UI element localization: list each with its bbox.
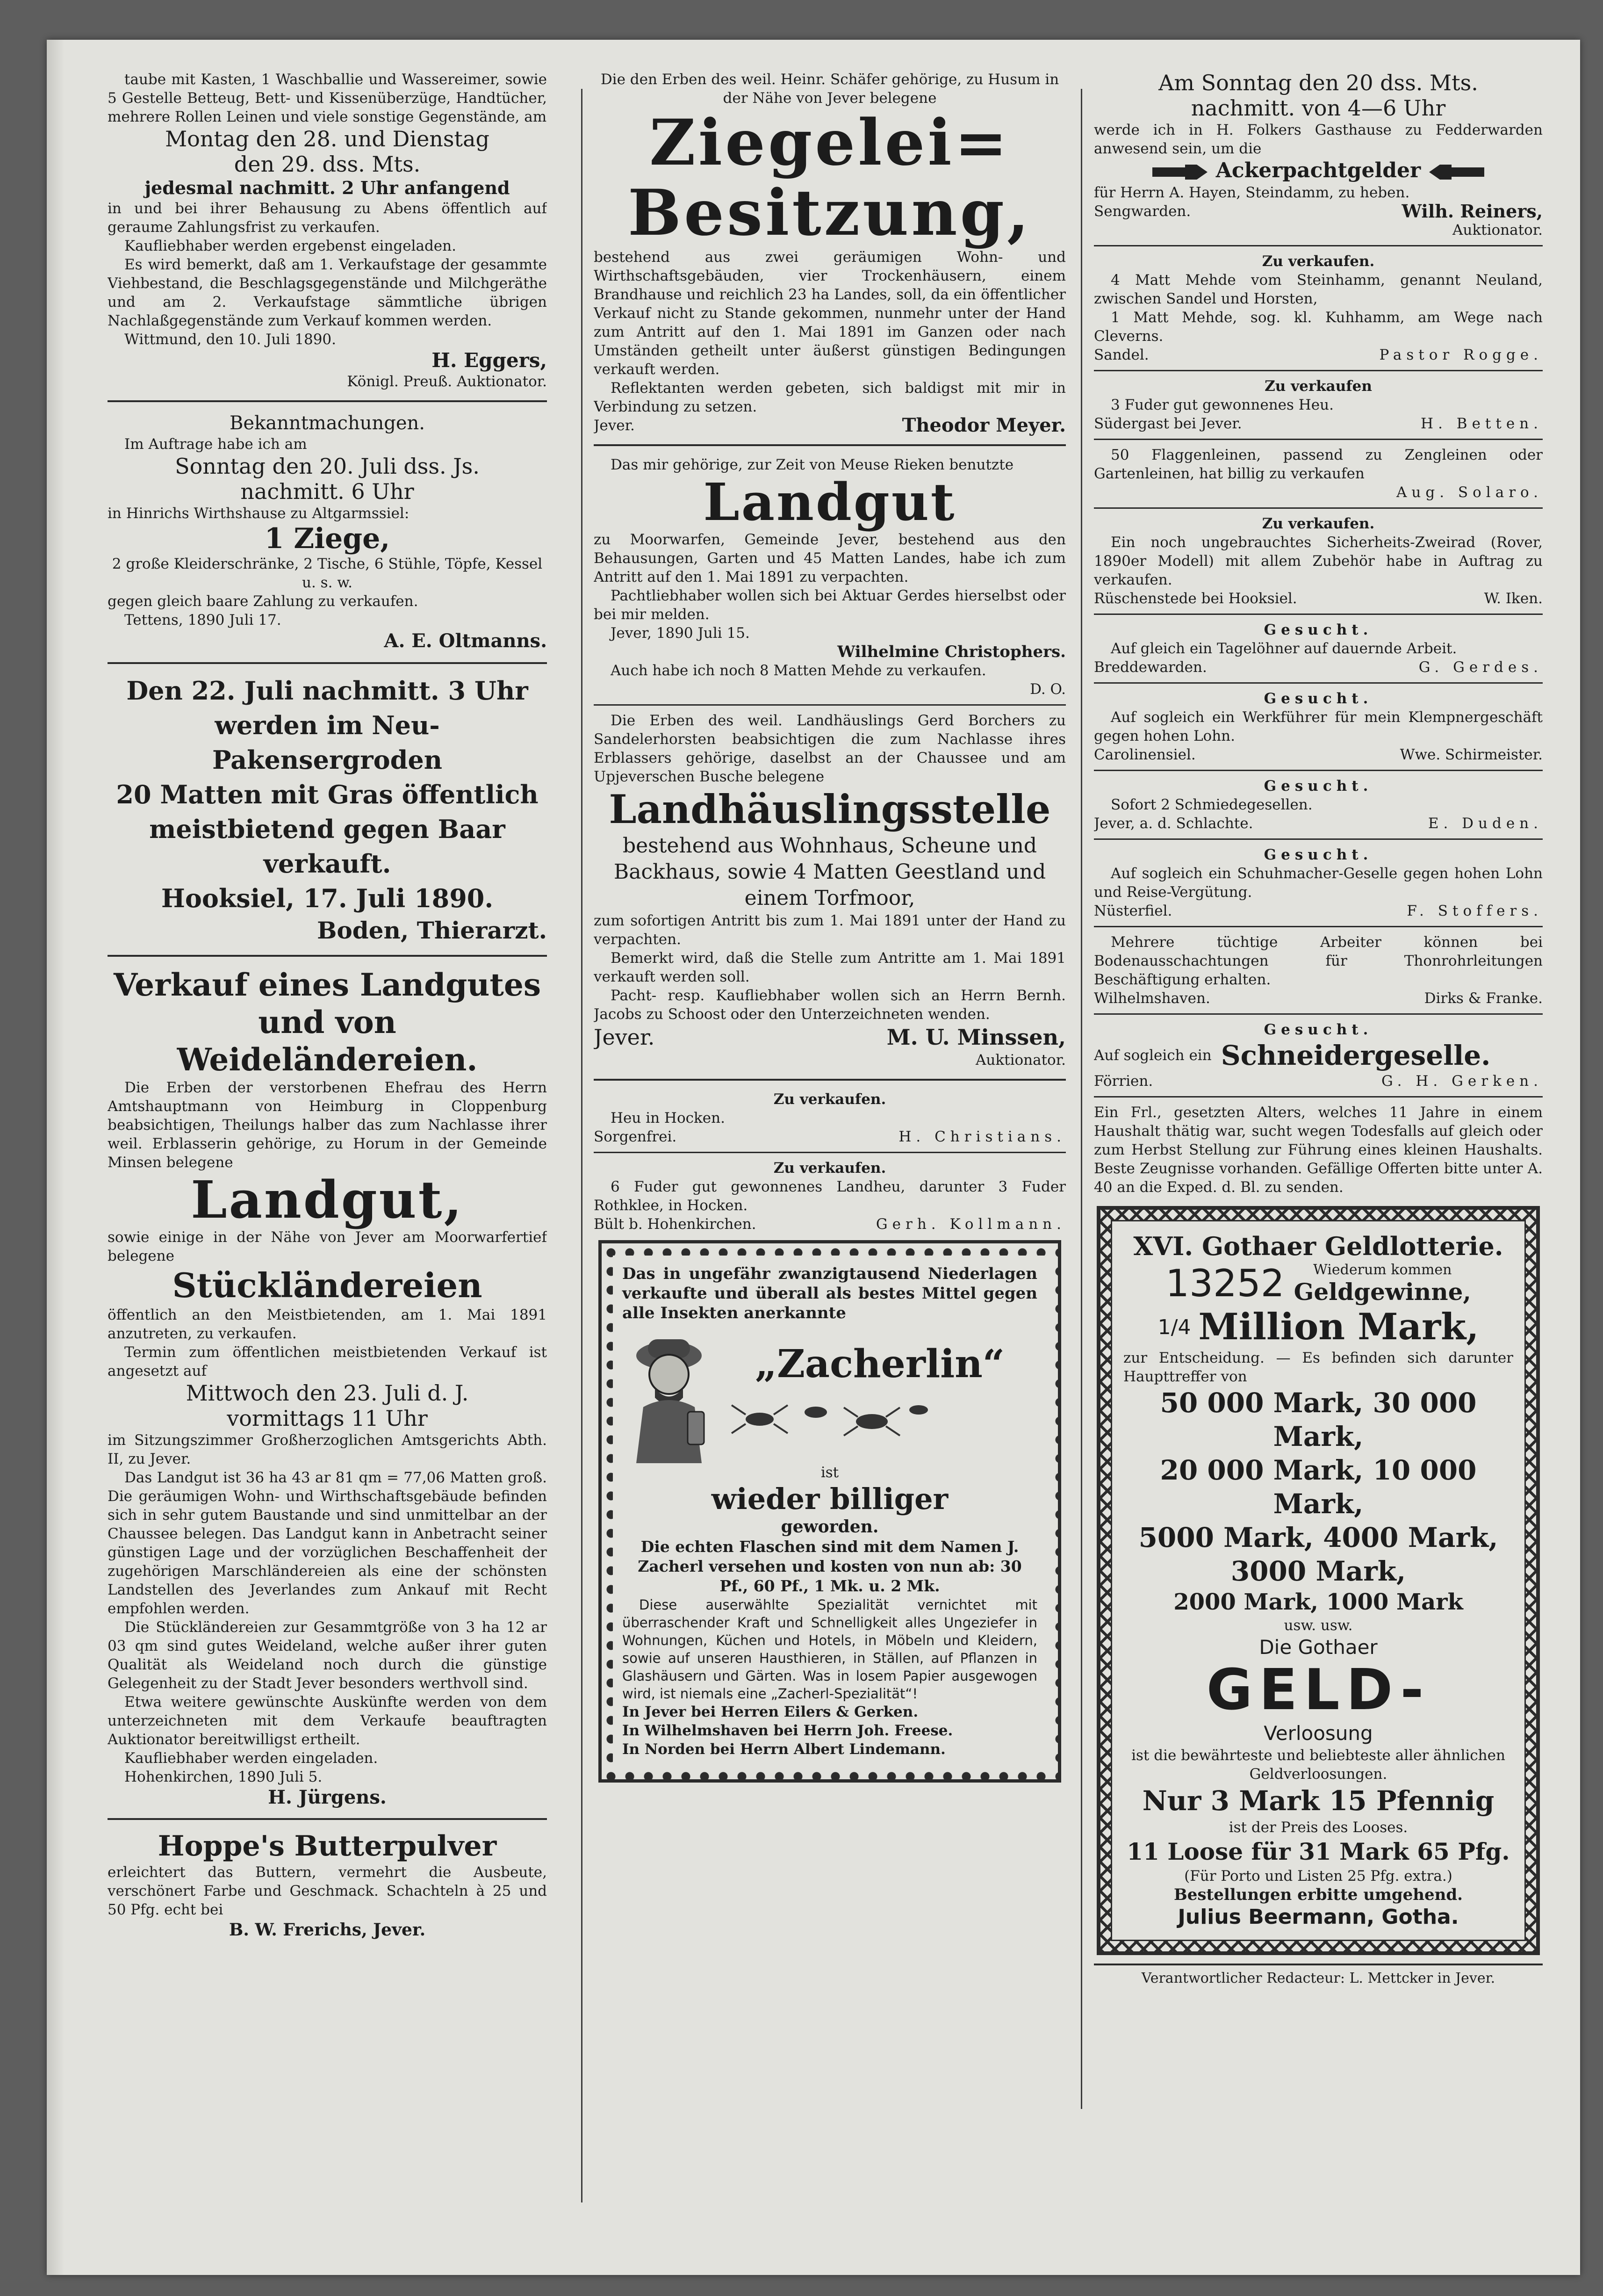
ad-signer-title: Auktionator. [1452,222,1543,238]
notice-oltmanns [108,412,547,653]
column-left [108,70,547,2207]
ad-heading: Zu verkaufen. [1262,515,1375,532]
ad-time-line: vormittags 11 Uhr [227,1406,428,1431]
ad-heading: Gesucht. [1264,778,1373,794]
zacherlin-ad [613,1256,1047,1767]
ad-signer: Wilhelmine Christophers. [837,643,1066,661]
lottery-usw: usw. usw. [1284,1617,1353,1634]
ad-body: in und bei ihrer Behausung zu Abens öffentlich auf geraume Zahlungsfrist zu verkaufen. [108,200,547,236]
ad-schneidergeselle [1094,1020,1543,1090]
divider [594,704,1066,706]
ad-body: Auf gleich ein Tagelöhner auf dauernde Arbeit. [1111,640,1457,657]
ad-line: Den 22. Juli nachmitt. 3 Uhr [126,676,528,706]
ad-signer: F. Stoffers. [1407,903,1543,919]
ad-body: Mehrere tüchtige Arbeiter können bei Bodenausschachtungen für Thonrohrleitungen Beschäftigung erhalten. [1094,934,1543,988]
ad-body: 4 Matt Mehde vom Steinhamm, genannt Neuland, zwischen Sandel und Horsten, [1094,272,1543,307]
ad-signer: G. Gerdes. [1418,659,1543,676]
ad-signer: Gerh. Kollmann. [876,1216,1066,1233]
column-rule [1081,89,1082,2109]
ad-date-line: Mittwoch den 23. Juli d. J. [186,1380,469,1406]
lottery-geld: GELD- [1206,1658,1430,1723]
divider [594,1079,1066,1081]
ad-signature-row [1094,745,1543,764]
ad-signer: Wilh. Reiners, [1402,201,1543,222]
lottery-count-sub2: Geldgewinne, [1294,1278,1471,1306]
ad-signer: W. Iken. [1484,590,1543,607]
divider [1094,245,1543,246]
ad-place-date: Hooksiel, 17. Juli 1890. [161,883,494,913]
ad-location: im Sitzungszimmer Großherzoglichen Amtsgerichts Abth. II, zu Jever. [108,1432,547,1467]
lottery-prizes: 5000 Mark, 4000 Mark, [1138,1522,1498,1553]
lottery-count-row [1123,1262,1513,1306]
divider [1094,838,1543,840]
ad-place: Förrien. [1094,1073,1153,1090]
ad-geworden: geworden. [781,1517,879,1537]
ad-body: Bemerkt wird, daß die Stelle zum Antritte am 1. Mai 1891 verkauft werden soll. [594,950,1066,985]
ad-slogan: wieder billiger [711,1482,949,1516]
column-middle [594,70,1066,2207]
ad-place: Sandel. [1094,347,1149,363]
lottery-price-sub: ist der Preis des Looses. [1229,1819,1408,1836]
ad-date-line: Montag den 28. und Dienstag [165,126,489,152]
ad-title: Hoppe's Butterpulver [158,1830,497,1863]
lottery-seller: Julius Beermann, Gotha. [1178,1905,1459,1929]
notice-boden [108,673,547,946]
ad-body: 3 Fuder gut gewonnenes Heu. [1111,397,1334,413]
ad-title: Stückländereien [172,1265,482,1305]
ad-signer: G. H. Gerken. [1381,1073,1543,1090]
ad-place-date: Wittmund, den 10. Juli 1890. [124,331,337,348]
divider [108,1818,547,1820]
ad-body: Reflektanten werden gebeten, sich baldigst mit mir in Verbindung zu setzen. [594,380,1066,415]
ad-gesucht-gerdes [1094,621,1543,677]
ad-ackerpacht [1094,70,1543,239]
ad-items: 2 große Kleiderschränke, 2 Tische, 6 Stühle, Töpfe, Kessel u. s. w. [112,556,543,591]
page-binding [47,40,65,2275]
divider [108,400,547,402]
ad-heading: Zu verkaufen. [1262,253,1375,270]
ad-zweirad [1094,514,1543,608]
ad-signer: H. Jürgens. [268,1786,387,1808]
ad-desc: Die Stückländereien zur Gesammtgröße von 3 ha 12 ar 03 qm sind gutes Weideland, welche außer ihrer guten Qualität als Weideland noch durch die günstige Gelegenheit zu der Stadt Jever besonders werthvoll sind. [108,1619,547,1692]
ad-item-title: 1 Ziege, [264,522,390,555]
ad-arbeiter-dirks [1094,933,1543,1008]
ad-place: Nüsterfiel. [1094,903,1172,919]
ad-bottles: Die echten Flaschen sind mit dem Namen J. Zacherl versehen und kosten von nun ab: 30 Pf., 60 Pf., 1 Mk. u. 2 Mk. [638,1538,1022,1595]
ad-signer: H. Eggers, [431,349,547,372]
ad-frl-stellung [1094,1103,1543,1197]
ad-gesucht-stoffers [1094,845,1543,920]
ad-place: Carolinensiel. [1094,746,1196,763]
ad-signature-row [1094,346,1543,364]
ad-intro: Das in ungefähr zwanzigtausend Niederlagen verkaufte und überall als bestes Mittel gegen alle Insekten anerkannte [622,1264,1037,1322]
ad-title: Schneidergeselle. [1221,1040,1491,1071]
editor-footer: Verantwortlicher Redacteur: L. Mettcker in Jever. [1141,1970,1495,1986]
ad-signer: Boden, Thierarzt. [317,917,547,944]
ad-place: Wilhelmshaven. [1094,990,1210,1007]
ad-signer-title: Auktionator. [975,1052,1066,1069]
ad-signer: E. Duden. [1428,815,1543,832]
ad-intro: Im Auftrage habe ich am [124,436,307,453]
ad-signer-title: Königl. Preuß. Auktionator. [347,373,547,390]
ad-mehde-rogge [1094,252,1543,364]
zacherlin-illustration-row [622,1323,1037,1463]
ad-signer: Aug. Solaro. [1396,484,1543,501]
ad-signature-row [594,1127,1066,1146]
ad-signer: Theodor Meyer. [902,414,1066,436]
ad-body: zum sofortigen Antritt bis zum 1. Mai 1891 unter der Hand zu verpachten. [594,912,1066,948]
lottery-orders: Bestellungen erbitte umgehend. [1174,1885,1463,1904]
lottery-prizes: 3000 Mark, [1230,1555,1406,1587]
ad-place-date: Tettens, 1890 Juli 17. [124,612,281,628]
ad-intro: Die den Erben des weil. Heinr. Schäfer gehörige, zu Husum in der Nähe von Jever belegene [600,71,1059,107]
ad-title: Ackerpachtgelder [1215,159,1421,182]
auction-notice-eggers [108,70,547,391]
ad-gesucht-duden [1094,777,1543,833]
lottery-price: Nur 3 Mark 15 Pfennig [1142,1785,1495,1817]
divider [1094,614,1543,615]
ad-body: werde ich in H. Folkers Gasthause zu Fedderwarden anwesend sein, um die [1094,122,1543,157]
ad-place: Breddewarden. [1094,659,1207,676]
lottery-decision: zur Entscheidung. — Es befinden sich darunter Haupttreffer von [1123,1350,1513,1385]
ad-heading: Zu verkaufen. [773,1091,886,1108]
ad-note: Auch habe ich noch 8 Matten Mehde zu verkaufen. [611,662,986,679]
ad-body: Ein noch ungebrauchtes Sicherheits-Zweirad (Rover, 1890er Modell) mit allem Zubehör habe in Auftrag zu verkaufen. [1094,534,1543,588]
ad-seller: In Norden bei Herrn Albert Lindemann. [622,1741,946,1758]
ad-heading: Zu verkaufen [1265,378,1372,395]
ad-signature-row [1094,989,1543,1008]
ad-butterpulver [108,1829,547,1941]
ad-title: Ziegelei= [649,105,1010,180]
ad-date-line: Am Sonntag den 20 dss. Mts. [1158,70,1478,95]
ad-terms: gegen gleich baare Zahlung zu verkaufen. [108,593,418,610]
lottery-count-sub [1294,1262,1471,1306]
ad-place-date: Jever, 1890 Juli 15. [611,625,750,642]
ad-invite: Kaufliebhaber werden eingeladen. [124,1750,378,1767]
lottery-count: 13252 [1165,1262,1285,1305]
lottery-prizes: 50 000 Mark, 30 000 Mark, [1160,1387,1477,1452]
ad-invite: Kaufliebhaber werden ergebenst eingeladen. [124,238,456,254]
ad-landgut-christophers [594,455,1066,699]
ad-signer: H. Christians. [899,1128,1066,1145]
ad-heading: und von Weideländereien. [177,1004,478,1078]
ad-place: Bült b. Hohenkirchen. [594,1216,756,1233]
ad-ist: ist [820,1464,839,1481]
ad-place: Sorgenfrei. [594,1128,677,1145]
ad-signature-row [594,416,1066,435]
ad-signer: M. U. Minssen, [886,1025,1066,1050]
ad-lead-text: taube mit Kasten, 1 Waschballie und Wassereimer, sowie 5 Gestelle Betteug, Bett- und Kissenüberzüge, Handtücher, mehrere Rollen Leinen und viele sonstige Gegenstände, am [108,71,547,125]
lottery-million-row [1123,1306,1513,1349]
zacherlin-ad-frame [598,1240,1061,1783]
lottery-million: Million Mark, [1198,1306,1479,1348]
ad-signature-row [1094,814,1543,833]
ad-terms: öffentlich an den Meistbietenden, am 1. Mai 1891 anzutreten, zu verkaufen. [108,1307,547,1342]
ad-line: werden im Neu-Pakensergroden [212,710,442,775]
ad-body: Ein Frl., gesetzten Alters, welches 11 Jahre in einem Haushalt thätig war, sucht wegen Todesfalls auf gleich oder zum Herbst Stellung zur Führung eines kleinen Haushalts. Beste Zeugnisse vorhanden. Gefällige Offerten bitte unter A. 40 an die Exped. d. Bl. zu senden. [1094,1104,1543,1196]
lottery-prizes: 20 000 Mark, 10 000 Mark, [1160,1454,1477,1520]
ad-body: 50 Flaggenleinen, passend zu Zengleinen oder Gartenleinen, hat billig zu verkaufen [1094,447,1543,482]
ad-line: 20 Matten mit Gras öffentlich [116,780,539,809]
ad-body: Auf sogleich ein Werkführer für mein Klempnergeschäft gegen hohen Lohn. [1094,709,1543,744]
ad-place: Jever, a. d. Schlachte. [1094,815,1253,832]
ad-heading: Gesucht. [1264,690,1373,707]
ad-gesucht-schirmeister [1094,689,1543,764]
ad-signer: Wwe. Schirmeister. [1400,746,1543,763]
ad-signature-row [1094,658,1543,677]
divider [1094,1096,1543,1097]
ad-heading: Verkauf eines Landgutes [113,967,541,1003]
ad-signature-row [1094,902,1543,920]
ad-title: Landhäuslingsstelle [609,786,1051,832]
lottery-count-sub1: Wiederum kommen [1313,1262,1452,1278]
divider [1094,770,1543,771]
ad-landhaeuslingsstelle [594,711,1066,1069]
ad-title: Besitzung, [627,175,1032,250]
ad-body: Sofort 2 Schmiedegesellen. [1111,796,1313,813]
lottery-bulk: 11 Loose für 31 Mark 65 Pfg. [1127,1838,1510,1865]
ad-signer: Dirks & Franke. [1424,990,1543,1007]
divider [1094,1013,1543,1015]
ad-title-row [1094,158,1543,183]
ad-heading: Gesucht. [1264,621,1373,638]
ad-place: Jever. [594,417,635,434]
column-right [1094,70,1543,2202]
ad-desc: Etwa weitere gewünschte Auskünfte werden von dem unterzeichneten mit dem Verkaufe beauftragten Auktionator bereitwilligst ertheilt. [108,1694,547,1748]
ad-seller: In Jever bei Herren Eilers & Gerken. [622,1704,919,1720]
ad-signature-row [1094,1072,1543,1090]
ad-body: Heu in Hocken. [611,1110,725,1126]
ad-seller: In Wilhelmshaven bei Herrn Joh. Freese. [622,1722,953,1739]
lottery-prizes: 2000 Mark, 1000 Mark [1173,1589,1463,1615]
ad-intro: Die Erben der verstorbenen Ehefrau des Herrn Amtshauptmann von Heimburg in Cloppenburg beabsichtigen, Theilungs halber das zum Nachlasse ihrer weil. Erblasserin gehörige, zu Horum in der Gemeinde Minsen belegene [108,1079,547,1171]
ad-title: „Zacherlin“ [755,1342,1005,1386]
ad-body: erleichtert das Buttern, vermehrt die Ausbeute, verschönert Farbe und Geschmack. Schachteln à 25 und 50 Pfg. echt bei [108,1864,547,1918]
ad-heading: Bekanntmachungen. [230,412,425,434]
ad-signer: Pastor Rogge. [1379,347,1543,363]
ad-place: in Hinrichs Wirthshause zu Altgarmssiel: [108,505,410,522]
ad-place: Südergast bei Jever. [1094,415,1242,432]
ad-landheu-kollmann [594,1159,1066,1234]
ad-intro: Die Erben des weil. Landhäuslings Gerd Borchers zu Sandelerhorsten beabsichtigen die zum Nachlasse ihres Erblassers gehörige, daselbst an der Chaussee und am Upjeverschen Busche belegene [594,712,1066,785]
divider [594,444,1066,446]
divider [1094,682,1543,684]
lottery-die-gothaer: Die Gothaer [1259,1636,1378,1659]
divider [1094,926,1543,927]
ad-date-line: Sonntag den 20. Juli dss. Js. [175,454,480,479]
divider [594,1152,1066,1153]
lottery-ad [1111,1220,1526,1941]
pointing-hand-right-icon [1152,163,1208,181]
ad-signer: H. Betten. [1421,415,1543,432]
divider [108,662,547,664]
pointing-hand-left-icon [1428,163,1484,181]
ad-signature-row [594,1215,1066,1234]
ad-heading: Gesucht. [1264,1021,1373,1038]
ad-termin: Termin zum öffentlichen meistbietenden Verkauf ist angesetzt auf [108,1344,547,1379]
ad-body: für Herrn A. Hayen, Steindamm, zu heben. [1094,184,1410,201]
notice-juergens [108,966,547,1809]
ad-title: Landgut, [191,1170,464,1230]
ad-signature-row [1094,589,1543,608]
zacherlin-figure-illustration [622,1323,716,1463]
lottery-postage: (Für Porto und Listen 25 Pfg. extra.) [1184,1868,1452,1884]
ad-time-line: nachmitt. von 4—6 Uhr [1191,95,1446,121]
ad-body: 6 Fuder gut gewonnenes Landheu, darunter 3 Fuder Rothklee, in Hocken. [594,1178,1066,1214]
insects-illustration [722,1386,947,1443]
ad-place: Sengwarden. [1094,203,1191,220]
ad-sub: bestehend aus Wohnhaus, Scheune und Backhaus, sowie 4 Matten Geestland und einem Torfmoor, [613,834,1046,910]
ad-intro: Das mir gehörige, zur Zeit von Meuse Rieken benutzte [611,456,1014,473]
ad-desc: Diese auserwählte Spezialität vernichtet mit überraschender Kraft und Schnelligkeit alles Ungeziefer in Wohnungen, Küchen und Hotels, in Möbeln und Kleidern, sowie auf unseren Hausthieren, in Ställen, auf Pflanzen in Glashäusern und Gärten. Was in losem Papier ausgewogen wird, ist niemals eine „Zacherl-Spezialität“! [622,1597,1037,1702]
lottery-verloosung: Verloosung [1264,1722,1373,1745]
ad-place-date: Hohenkirchen, 1890 Juli 5. [124,1769,323,1785]
ad-body: Auf sogleich ein Schuhmacher-Geselle gegen hohen Lohn und Reise-Vergütung. [1094,865,1543,901]
ad-body: Pacht- resp. Kaufliebhaber wollen sich an Herrn Bernh. Jacobs zu Schoost oder den Unterzeichneten wenden. [594,987,1066,1023]
ad-signature-row [594,1024,1066,1051]
lottery-fraction: 1/4 [1157,1315,1191,1339]
ad-time-line: nachmitt. 6 Uhr [240,479,414,504]
ad-body: Pachtliebhaber wollen sich bei Aktuar Gerdes hierselbst oder bei mir melden. [594,587,1066,623]
ad-heu-christians [594,1090,1066,1146]
lottery-desc: ist die bewährteste und beliebteste aller ähnlichen Geldverloosungen. [1131,1747,1505,1783]
ad-heading: Gesucht. [1264,846,1373,863]
ad-title-row [1094,1039,1543,1072]
ad-signature-row [1094,414,1543,433]
ad-pre: Auf sogleich ein [1094,1047,1212,1064]
divider [1094,439,1543,440]
divider [1094,507,1543,509]
divider [108,955,547,957]
ad-body: bestehend aus zwei geräumigen Wohn- und Wirthschaftsgebäuden, vier Trockenhäusern, einem Brandhause und reichlich 23 ha Landes, soll, da ein öffentlicher Verkauf nicht zu Stande gekommen, nunmehr unter der Hand zum Antritt auf den 1. Mai 1891 im Ganzen oder nach Umständen getheilt unter äußerst günstigen Bedingungen verkauft werden. [594,249,1066,378]
ad-note: Es wird bemerkt, daß am 1. Verkaufstage der gesammte Viehbestand, die Beschlagsgegenstände und Milchgeräthe und am 2. Verkaufstage sämmtliche übrigen Nachlaßgegenstände zum Verkauf kommen werden. [108,256,547,329]
ad-signer: A. E. Oltmanns. [384,630,547,652]
ad-sub: sowie einige in der Nähe von Jever am Moorwarfertief belegene [108,1229,547,1264]
ad-flaggenleinen [1094,446,1543,502]
ad-title: Landgut [703,472,956,532]
lottery-ad-frame [1097,1206,1540,1955]
ad-place: Rüschenstede bei Hooksiel. [1094,590,1297,607]
ad-place: Jever. [594,1025,655,1050]
ad-note-sign: D. O. [1030,681,1066,698]
ad-body: zu Moorwarfen, Gemeinde Jever, bestehend aus den Behausungen, Garten und 45 Matten Landes, habe ich zum Antritt auf den 1. Mai 1891 zu verpachten. [594,531,1066,585]
ad-ziegelei [594,70,1066,435]
ad-desc: Das Landgut ist 36 ha 43 ar 81 qm = 77,06 Matten groß. Die geräumigen Wohn- und Wirthschaftsgebäude befinden sich in sehr gutem Baustande und sind unmittelbar an der Chaussee belegen. Das Landgut kann in Anbetracht seiner günstigen Lage und der vorzüglichen Beschaffenheit der zugehörigen Marschländereien als eine der schönsten Landstellen des Jeverlandes zum Ankauf mit Recht empfohlen werden. [108,1469,547,1617]
ad-date-line: den 29. dss. Mts. [234,152,421,177]
ad-time-line: jedesmal nachmitt. 2 Uhr anfangend [144,177,510,198]
ad-seller: B. W. Frerichs, Jever. [229,1920,426,1940]
ad-heading: Zu verkaufen. [773,1160,886,1177]
ad-heu-betten [1094,377,1543,433]
ad-signature-row [1094,202,1543,221]
ad-line: meistbietend gegen Baar verkauft. [149,814,505,879]
divider [1094,1964,1543,1965]
lottery-title: XVI. Gothaer Geldlotterie. [1133,1231,1503,1261]
divider [1094,370,1543,371]
ad-body: 1 Matt Mehde, sog. kl. Kuhhamm, am Wege nach Cleverns. [1094,309,1543,345]
column-rule [581,89,582,2202]
